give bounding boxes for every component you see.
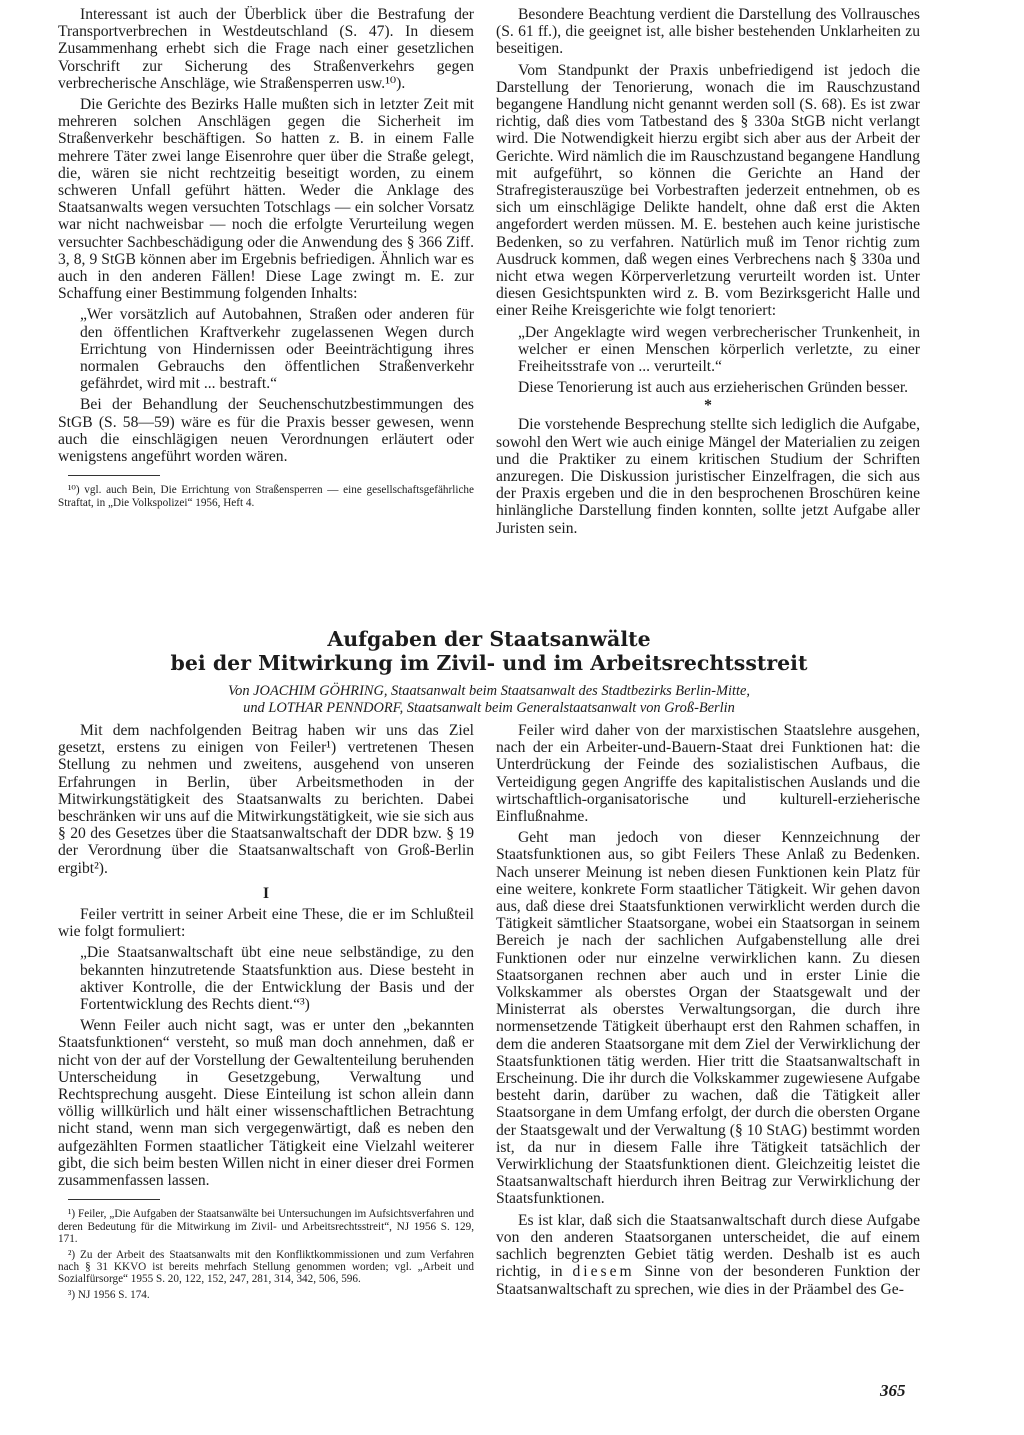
paragraph: Feiler vertritt in seiner Arbeit eine These, die er im Schlußteil wie folgt formuliert: xyxy=(58,906,474,941)
paragraph: Wenn Feiler auch nicht sagt, was er unter den „bekannten Staatsfunktionen“ versteht, so muß man doch annehmen, daß er nicht von der auf der Vorstellung der Gewaltenteilung beruhenden Unterscheidung in Gesetzgebung, Verwaltung und Rechtsprechung ausgeht. Diese Einteilung ist schon allein dann völlig willkürlich und hält einer wissenschaftlichen Betrachtung nicht stand, wenn man sich vergegenwärtigt, daß es neben den aufgezählten Formen staatlicher Tätigkeit eine Vielzahl weiterer gibt, die sich beim besten Willen nicht in einer dieser drei Formen zusammenfassen lassen. xyxy=(58,1017,474,1190)
footnote-1: ¹) Feiler, „Die Aufgaben der Staatsanwälte bei Untersuchungen im Aufsichtsverfahren und deren Bedeutung für die Mitwirkung im Zivil- und Arbeitsrechtsstreit“, NJ 1956 S. 129, 171. xyxy=(58,1208,474,1246)
section-heading: I xyxy=(262,884,270,902)
article-title-line-2: bei der Mitwirkung im Zivil- und im Arbeitsrechtsstreit xyxy=(170,651,808,675)
byline: Von JOACHIM GÖHRING, Staatsanwalt beim Staatsanwalt des Stadtbezirks Berlin-Mitte, xyxy=(227,683,751,699)
paragraph: Interessant ist auch der Überblick über die Bestrafung der Transportverbrechen in Westdeutschland (S. 47). In diesem Zusammenhang erhebt sich die Frage nach einer gesetzlichen Vorschrift zur Sicherung des Straßenverkehrs gegen verbrecherische Anschläge, wie Straßensperren usw.¹⁰). xyxy=(58,6,474,92)
top-right-column xyxy=(496,6,920,541)
footnote-2: ²) Zu der Arbeit des Staatsanwalts mit den Konfliktkommissionen und zum Verfahren nach § 31 KKVO ist bereits mehrfach Stellung genommen worden; vgl. „Arbeit und Sozialfürsorge“ 1955 S. 20, 122, 152, 247, 281, 314, 342, 506, 596. xyxy=(58,1248,474,1286)
paragraph-text: Sinne von der besonderen Funktion der Staatsanwaltschaft zu sprechen, wie dies in der Präambel des Ge- xyxy=(496,1263,920,1298)
article-title: Aufgaben der Staatsanwälte xyxy=(327,627,651,651)
paragraph: Diese Tenorierung ist auch aus erzieherischen Gründen besser. xyxy=(518,379,909,397)
paragraph xyxy=(496,1212,920,1298)
bottom-left-column xyxy=(58,722,474,1304)
paragraph: Bei der Behandlung der Seuchenschutzbestimmungen des StGB (S. 58—59) wäre es für die Praxis besser gewesen, wenn auch die einschlägigen neuen Verordnungen erläutert oder wenigstens angeführt worden wären. xyxy=(58,396,474,466)
section-separator: * xyxy=(704,397,712,415)
paragraph: Feiler wird daher von der marxistischen Staatslehre ausgehen, nach der ein Arbeiter-und-Bauern-Staat drei Funktionen hat: die Unterdrückung der Feinde des sozialistischen Aufbaus, die Verteidigung gegen Angriffe des kapitalistischen Auslands und die wirtschaftlich-organisatorische und kulturell-erzieherische Einflußnahme. xyxy=(496,722,920,826)
paragraph: Die vorstehende Besprechung stellte sich lediglich die Aufgabe, sowohl den Wert wie auch einige Mängel der Materialien zu zeigen und die Praktiker zu einem kritischen Studium der Schriften anzuregen. Die Diskussion juristischer Einzelfragen, die sich aus der Praxis ergeben und die in den besprochenen Broschüren keine hinlängliche Darstellung finden konnten, sollte jetzt Aufgabe aller Juristen sein. xyxy=(496,416,920,537)
page-number: 365 xyxy=(880,1381,906,1400)
footnote-divider xyxy=(68,1199,160,1200)
quoted-thesis: „Die Staatsanwaltschaft übt eine neue selbständige, zu den bekannten hinzutretende Staatsfunktion aus. Diese besteht in aktiver Kontrolle, die der Entwicklung der Basis und der Fortentwicklung des Rechts dient.“³) xyxy=(80,944,474,1014)
paragraph: Die Gerichte des Bezirks Halle mußten sich in letzter Zeit mit mehreren solchen Anschlägen gegen die Sicherheit im Straßenverkehr beschäftigen. So hatten z. B. in einem Falle mehrere Täter zwei lange Eisenrohre quer über die Straße gelegt, die, wären sie nicht rechtzeitig beseitigt worden, zu einem schweren Unfall geführt hätten. Weder die Anklage des Staatsanwalts wegen versuchten Totschlags — ein solcher Vorsatz war nicht nachweisbar — noch die erfolgte Verurteilung wegen versuchter Sachbeschädigung oder die Anwendung des § 366 Ziff. 3, 8, 9 StGB können aber im Ergebnis befriedigen. Ähnlich war es auch in den anderen Fällen! Diese Lage zwingt m. E. zur Schaffung einer Bestimmung folgenden Inhalts: xyxy=(58,96,474,303)
paragraph: Besondere Beachtung verdient die Darstellung des Vollrausches (S. 61 ff.), die geeignet ist, alle bisher bestehenden Unklarheiten zu beseitigen. xyxy=(496,6,920,58)
footnote-3: ³) NJ 1956 S. 174. xyxy=(68,1288,150,1301)
footnote-10: ¹⁰) vgl. auch Bein, Die Errichtung von Straßensperren — eine gesellschaftsgefährliche Straftat, in „Die Volkspolizei“ 1956, Heft 4. xyxy=(58,484,474,509)
footnotes xyxy=(58,1208,474,1301)
footnote-divider xyxy=(68,475,160,476)
paragraph: Geht man jedoch von dieser Kennzeichnung der Staatsfunktionen aus, so gibt Feilers These Anlaß zu Bedenken. Nach unserer Meinung ist neben diesen Funktionen kein Platz für eine weitere, konkrete Form staatlicher Tätigkeit. Wir gehen davon aus, daß diese drei Staatsfunktionen verwirklicht werden durch die Tätigkeit sämtlicher Staatsorgane, wobei ein Staatsorgan in seinem Bereich je nach der sachlichen Aufgabenstellung alle drei Funktionen oder nur einzelne verwirklichen kann. Zu diesen Staatsorganen rechnen aber auch und in erster Linie die Volkskammer als oberstes Organ der Staatsgewalt und der Ministerrat als oberstes Verwaltungsorgan, die durch ihre normensetzende Tätigkeit überhaupt erst den Rahmen schaffen, in dem die anderen Staatsorgane mit dem Ziel der Verwirklichung der Staatsfunktionen tätig werden. Hier tritt die Staatsanwaltschaft in Erscheinung. Die ihr durch die Volkskammer zugewiesene Aufgabe besteht darin, darüber zu wachen, daß die Tätigkeit aller Staatsorgane in dem Umfang erfolgt, der durch die obersten Organe der Staatsgewalt und der Verwaltung (§ 10 StAG) bestimmt worden ist, da nur in diesem Falle ihre Tätigkeit tatsächlich der Verwirklichung der Staatsfunktionen dient. Gleichzeitig leistet die Staatsanwaltschaft hierdurch ihren Beitrag zur Verwirklichung der Staatsfunktionen. xyxy=(496,829,920,1208)
bottom-right-column xyxy=(496,722,920,1302)
paragraph: Mit dem nachfolgenden Beitrag haben wir uns das Ziel gesetzt, erstens zu einigen von Feiler¹) vertretenen Thesen Stellung zu nehmen und zweitens, ausgehend von unseren Erfahrungen in Berlin, über Arbeitsmethoden in der Mitwirkungstätigkeit des Staatsanwalts zu berichten. Dabei beschränken wir uns auf die Mitwirkungstätigkeit, wie sie sich aus § 20 des Gesetzes über die Staatsanwaltschaft der DDR bzw. § 19 der Verordnung über die Staatsanwaltschaft von Groß-Berlin ergibt²). xyxy=(58,722,474,877)
footnotes xyxy=(58,484,474,509)
top-left-column xyxy=(58,6,474,512)
byline-line-2: und LOTHAR PENNDORF, Staatsanwalt beim Generalstaatsanwalt von Groß-Berlin xyxy=(243,699,735,716)
emphasized-word: diesem xyxy=(572,1263,635,1281)
paragraph: Vom Standpunkt der Praxis unbefriedigend ist jedoch die Darstellung der Tenorierung, wonach die im Rauschzustand begangene Handlung nicht genannt werden soll (S. 68). Es ist zwar richtig, daß dies vom Tatbestand des § 330a StGB nicht verlangt wird. Die Notwendigkeit hierzu ergibt sich aber aus der Arbeit der Gerichte. Wird nämlich die im Rauschzustand begangene Handlung mit aufgeführt, so können die Gerichte an Hand der Strafregisterauszüge bei Vorbestraften jederzeit entnehmen, ob es sich um einschlägige Delikte handelt, ohne daß erst die Akten angefordert werden müssen. M. E. bestehen auch keine juristische Bedenken, so zu verfahren. Natürlich muß im Tenor richtig zum Ausdruck kommen, daß wegen eines Verbrechens nach § 330a und nicht etwa wegen Körperverletzung verurteilt worden ist. Unter diesen Gesichtspunkten wird z. B. vom Bezirksgericht Halle und einer Reihe Kreisgerichte wie folgt tenoriert: xyxy=(496,61,920,320)
paragraph-text: Es ist klar, daß sich die Staatsanwaltschaft durch diese Aufgabe von den anderen Staatsorganen unterscheidet, die auf einem sachlich begrenzten Gebiet tätig werden. Deshalb ist es auch richtig, in xyxy=(496,1211,920,1281)
quoted-verdict: „Der Angeklagte wird wegen verbrecherischer Trunkenheit, in welcher er einen Menschen körperlich verletzte, zu einer Freiheitsstrafe von ... verurteilt.“ xyxy=(518,323,920,376)
quoted-provision: „Wer vorsätzlich auf Autobahnen, Straßen oder anderen für den öffentlichen Kraftverkehr zugelassenen Wegen durch Errichtung von Hindernissen oder Beeinträchtigung ihres normalen Gebrauchs den öffentlichen Straßenverkehr gefährdet, wird mit ... bestraft.“ xyxy=(80,306,474,393)
article-header xyxy=(58,627,920,716)
